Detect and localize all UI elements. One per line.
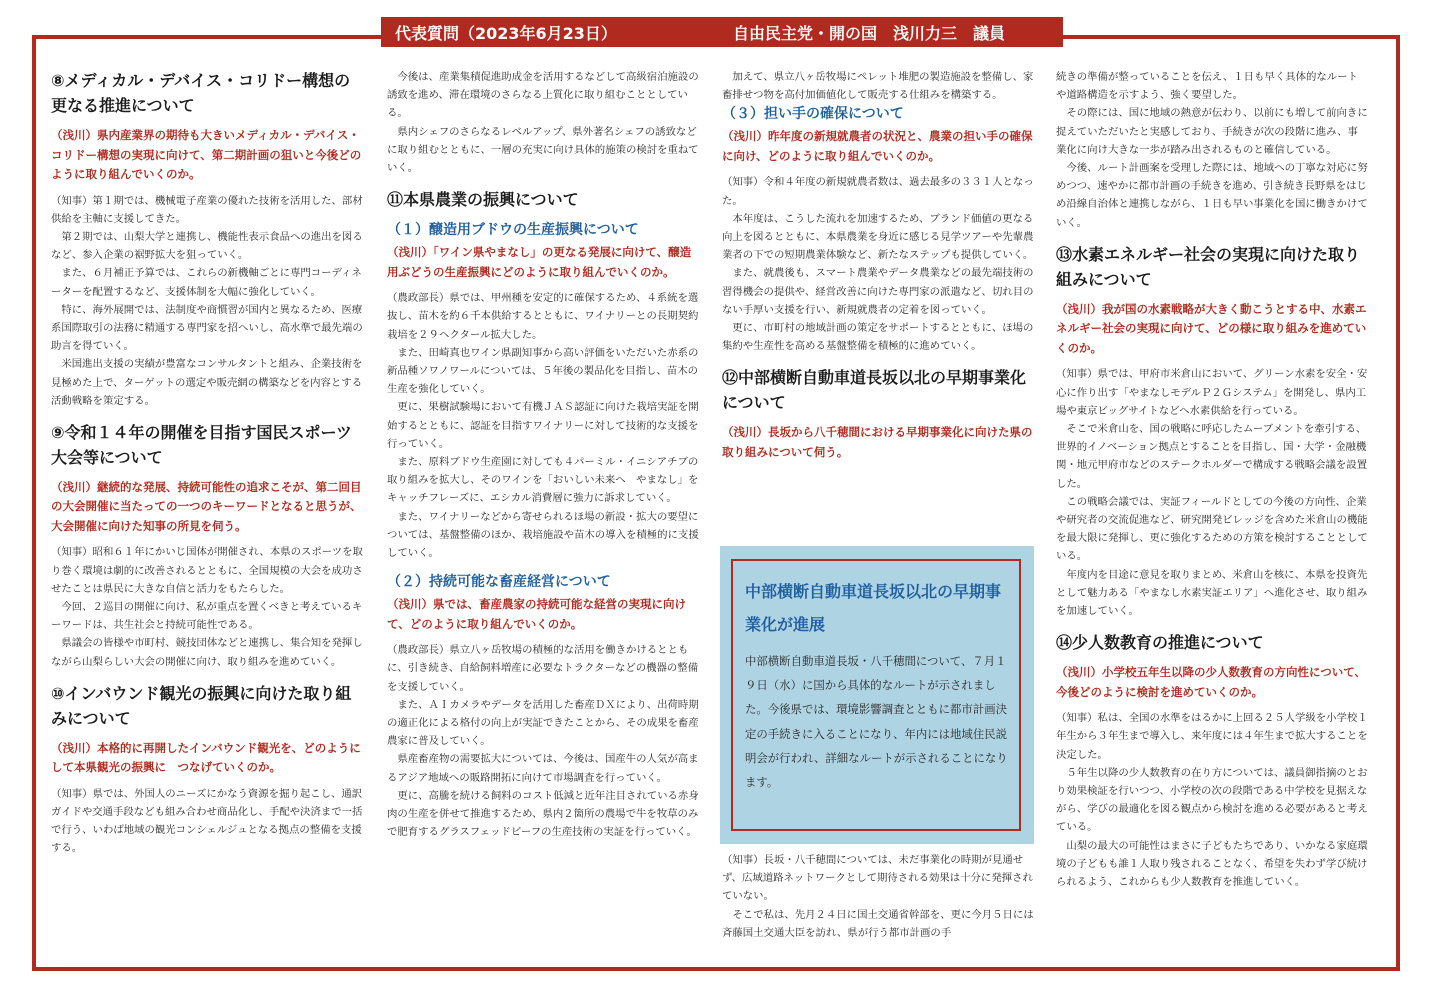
section-8-answer-1: （知事）第１期では、機械電子産業の優れた技術を活用した、部材供給を主軸に支援してきた。 [51, 194, 363, 225]
section-11-answer-2: また、田崎真也ワイン県副知事から高い評価をいただいた赤系の新品種ソワノワールについては、５年後の製品化を目指し、苗木の生産を強化していく。 [387, 346, 699, 396]
section-11-answer-8: 県産畜産物の需要拡大については、今後は、国産牛の人気が高まるアジア地域への販路開拓に向けて市場調査を行っていく。 [387, 753, 699, 784]
section-11-answer-3: 更に、果樹試験場において有機ＪＡＳ認証に向けた栽培実証を開始するとともに、認証を目指すワイナリーに対して技術的な支援を行っていく。 [387, 401, 699, 450]
section-9-answer-1: （知事）昭和６１年にかいじ国体が開催され、本県のスポーツを取り巻く環境は劇的に改善されるとともに、全国規模の大会を成功させたことは県民に大きな自信と活力をもたらした。 [51, 546, 363, 595]
highlight-box-frame [731, 559, 1021, 831]
header-member-label: 自由民主党・開の国 浅川力三 議員 [733, 23, 1006, 43]
section-13-answer-3: この戦略会議では、実証フィールドとしての今後の方向性、企業や研究者の交流促進など、研究開発ビレッジを含めた米倉山の機能を最大限に発揮し、更に強化するための方策を検討することとしている。 [1056, 495, 1368, 563]
section-14-answer-2: ５年生以降の少人数教育の在り方については、議員御指摘のとおり効果検証を行いつつ、小学校の次の段階である中学校を見据えながら、学びの最適化を図る観点から検討を進める必要があると考えている。 [1056, 766, 1368, 834]
column-1 [51, 68, 363, 858]
section-13-title: ⑬水素エネルギー社会の実現に向けた取り組みについて [1056, 244, 1361, 289]
section-11-question-1: （浅川）「ワイン県やまなし」の更なる発展に向けて、醸造用ぶどうの生産振興にどのように取り組んでいくのか。 [387, 245, 692, 279]
section-10-question: （浅川）本格的に再開したインバウンド観光を、どのようにして本県観光の振興に つなげていくのか。 [51, 740, 361, 775]
section-13-answer-4: 年度内を目途に意見を取りまとめ、米倉山を核に、本県を投資先として魅力ある「やまなし水素実証エリア」へ進化させ、取り組みを加速していく。 [1056, 568, 1368, 617]
header-date-label: 代表質問（2023年6月23日） [395, 23, 617, 43]
section-8-answer-4: 特に、海外展開では、法制度や商慣習が国内と異なるため、医療系国際取引の法務に精通する専門家を招へいし、高水準で最先端の助言を得ていく。 [51, 303, 363, 353]
section-11-answer-12: 本年度は、こうした流れを加速するため、ブランド価値の更なる向上を図るとともに、本県農業を身近に感じる見学ツアーや先輩農業者の下での短期農業体験など、新たなステップも提供していく。 [722, 212, 1034, 262]
section-11-answer-11: （知事）令和４年度の新規就農者数は、過去最多の３３１人となった。 [722, 176, 1034, 207]
section-10-answer-1: （知事）県では、外国人のニーズにかなう資源を掘り起こし、通訳ガイドや交通手段なども組み合わせ商品化し、手配や決済まで一括で行う、いわば地域の観光コンシェルジュとなる拠点の整備を支援する。 [51, 787, 363, 855]
highlight-box [720, 546, 1034, 844]
section-11-answer-7: また、ＡＩカメラやデータを活用した畜産ＤＸにより、出荷時期の適正化による格付の向上が実証できたことから、その成果を畜産農家に普及していく。 [387, 698, 699, 748]
section-11-question-3: （浅川）昨年度の新規就農者の状況と、農業の担い手の確保に向け、どのように取り組んでいくのか。 [722, 129, 1033, 163]
section-12-answer-2: そこで私は、先月２４日に国土交通省幹部を、更に今月５日には斉藤国土交通大臣を訪れ、県が行う都市計画の手 [722, 908, 1034, 939]
section-9-answer-3: 県議会の皆様や市町村、競技団体などと連携し、集合知を発揮しながら山梨らしい大会の開催に向け、取り組みを進めていく。 [51, 637, 363, 668]
section-14-title: ⑭少人数教育の推進について [1056, 633, 1264, 653]
section-9-question: （浅川）継続的な発展、持続可能性の追求こそが、第二回目の大会開催に当たっての一つのキーワードとなると思うが、大会開催に向けた知事の所見を伺う。 [51, 479, 362, 533]
section-11-answer-9: 更に、高騰を続ける飼料のコスト低減と近年注目されている赤身肉の生産を併せて推進するため、県内２箇所の農場で牛を牧草のみで肥育するグラスフェッドビーフの生産技術の実証を行っていく。 [387, 789, 699, 839]
section-11-subtitle-3: （３）担い手の確保について [722, 106, 904, 123]
section-14-answer-1: （知事）私は、全国の水準をはるかに上回る２５人学級を小学校１年生から３年生まで導入し、来年度には４年生まで拡大することを決定した。 [1056, 712, 1368, 761]
column-4 [1056, 68, 1368, 891]
highlight-box-text: 中部横断自動車道長坂・八千穂間について、７月１９日（水）に国から具体的なルートが示されました。今後県では、環境影響調査とともに都市計画決定の手続きに入ることになり、年内には地域住民説明会が行われ、詳細なルートが示されることになります。 [745, 654, 1008, 790]
section-10-answer-2: 今後は、産業集積促進助成金を活用するなどして高級宿泊施設の誘致を進め、滞在環境のさらなる上質化に取り組むこととしている。 [387, 71, 699, 120]
section-11-question-2: （浅川）県では、畜産農家の持続可能な経営の実現に向けて、どのように取り組んでいくのか。 [387, 597, 686, 631]
section-8-question: （浅川）県内産業界の期待も大きいメディカル・デバイス・コリドー構想の実現に向けて、第二期計画の狙いと今後どのように取り組んでいくのか。 [51, 128, 362, 181]
section-8-title: ⑧メディカル・デバイス・コリドー構想の更なる推進について [51, 71, 351, 115]
section-8-answer-3: また、６月補正予算では、これらの新機軸ごとに専門コーディネーターを配置するなど、支援体制を大幅に強化していく。 [51, 267, 362, 298]
section-14-answer-3: 山梨の最大の可能性はまさに子どもたちであり、いかなる家庭環境の子どもも誰１人取り残されることなく、希望を失わず学び続けられるよう、これからも少人数教育を推進していく。 [1056, 839, 1368, 888]
section-10-answer-3: 県内シェフのさらなるレベルアップ、県外著名シェフの誘致などに取り組むとともに、一層の充実に向け具体的施策の検討を重ねていく。 [387, 125, 699, 175]
section-11-answer-1: （農政部長）県では、甲州種を安定的に確保するため、４系統を選抜し、苗木を約６千本供給するとともに、ワイナリーとの長期契約栽培を２９ヘクタール拡大した。 [387, 292, 699, 341]
section-8-answer-2: 第２期では、山梨大学と連携し、機能性表示食品への進出を図るなど、参入企業の裾野拡大を狙っていく。 [51, 230, 363, 262]
section-11-answer-4: また、原料ブドウ生産園に対しても４パーミル・イニシアチブの取り組みを拡大し、そのワインを「おいしい未来へ やまなし」をキャッチフレーズに、エシカル消費層に強力に訴求していく。 [387, 456, 699, 505]
section-8-answer-5: 米国進出支援の実績が豊富なコンサルタントと組み、企業技術を見極めた上で、ターゲットの選定や販売網の構築などを内容とする活動戦略を策定する。 [51, 358, 363, 407]
section-11-answer-10: 加えて、県立八ヶ岳牧場にペレット堆肥の製造施設を整備し、家畜排せつ物を高付加価値化して販売する仕組みを構築する。 [722, 71, 1034, 102]
section-14-question: （浅川）小学校五年生以降の少人数教育の方向性について、今後どのように検討を進めていくのか。 [1056, 665, 1367, 699]
section-12-answer-3: 続きの準備が整っていることを伝え、１日も早く具体的なルートや道路構造を示すよう、強く要望した。 [1056, 71, 1358, 102]
section-13-answer-2: そこで米倉山を、国の戦略に呼応したムーブメントを牽引する、世界的イノベーション拠点とすることを目指し、国・大学・金融機関・地元甲府市などのステークホルダーで構成する戦略会議を設置した。 [1056, 422, 1368, 490]
section-13-question: （浅川）我が国の水素戦略が大きく動こうとする中、水素エネルギー社会の実現に向けて、どの様に取り組みを進めていくのか。 [1056, 301, 1367, 355]
section-11-answer-14: 更に、市町村の地域計画の策定をサポートするとともに、ほ場の集約や生産性を高める基盤整備を積極的に進めていく。 [722, 322, 1034, 353]
section-13-answer-1: （知事）県では、甲府市米倉山において、グリーン水素を安全・安心に作り出す「やまなしモデルＰ２Ｇシステム」を開発し、県内工場や東京ビッグサイトなどへ水素供給を行っている。 [1056, 368, 1368, 417]
section-12-answer-1: （知事）長坂・八千穂間については、未だ事業化の時期が見通せず、広域道路ネットワークとして期待される効果は十分に発揮されていない。 [722, 854, 1033, 903]
section-12-answer-5: 今後、ルート計画案を受理した際には、地域への丁寧な対応に努めつつ、速やかに都市計画の手続きを進め、引き続き長野県をはじめ沿線自治体と連携しながら、１日も早い事業化を国に働きかけていく。 [1056, 162, 1368, 229]
section-10-title: ⑩インバウンド観光の振興に向けた取り組みについて [51, 683, 352, 728]
column-2 [387, 68, 699, 842]
section-11-title: ⑪本県農業の振興について [387, 190, 579, 210]
section-11-subtitle-2: （２）持続可能な畜産経営について [387, 574, 611, 591]
section-12-title: ⑫中部横断自動車道長坂以北の早期事業化について [722, 368, 1027, 413]
column-3 [722, 68, 1034, 469]
section-11-answer-13: また、就農後も、スマート農業やデータ農業などの最先端技術の習得機会の提供や、経営改善に向けた専門家の派遣など、切れ目のない手厚い支援を行い、新規就農者の定着を図っていく。 [722, 267, 1034, 316]
section-11-subtitle-1: （１）醸造用ブドウの生産振興について [387, 222, 639, 239]
section-9-title: ⑨令和１４年の開催を目指す国民スポーツ大会等について [51, 422, 352, 467]
section-12-question: （浅川）長坂から八千穂間における早期事業化に向けた県の取り組みについて伺う。 [722, 425, 1033, 459]
section-11-answer-6: （農政部長）県立八ヶ岳牧場の積極的な活用を働きかけるとともに、引き続き、自給飼料増産に必要なトラクターなどの機器の整備を支援していく。 [387, 644, 699, 693]
section-11-answer-5: また、ワイナリーなどから寄せられるほ場の新設・拡大の要望については、基盤整備のほか、栽培施設や苗木の導入を積極的に支援していく。 [387, 510, 699, 560]
section-12-answer-4: その際には、国に地域の熱意が伝わり、以前にも増して前向きに捉えていただいたと実感しており、手続きが次の段階に進み、事業化に向け大きな一歩が踏み出されるものと確信している。 [1056, 107, 1368, 156]
column-3-bottom [722, 851, 1034, 942]
header-banner [381, 17, 1063, 47]
highlight-box-title: 中部横断自動車道長坂以北の早期事業化が進展 [745, 582, 1002, 634]
section-9-answer-2: 今回、２巡目の開催に向け、私が重点を置くべきと考えているキーワードは、共生社会と持続可能性である。 [51, 601, 363, 632]
